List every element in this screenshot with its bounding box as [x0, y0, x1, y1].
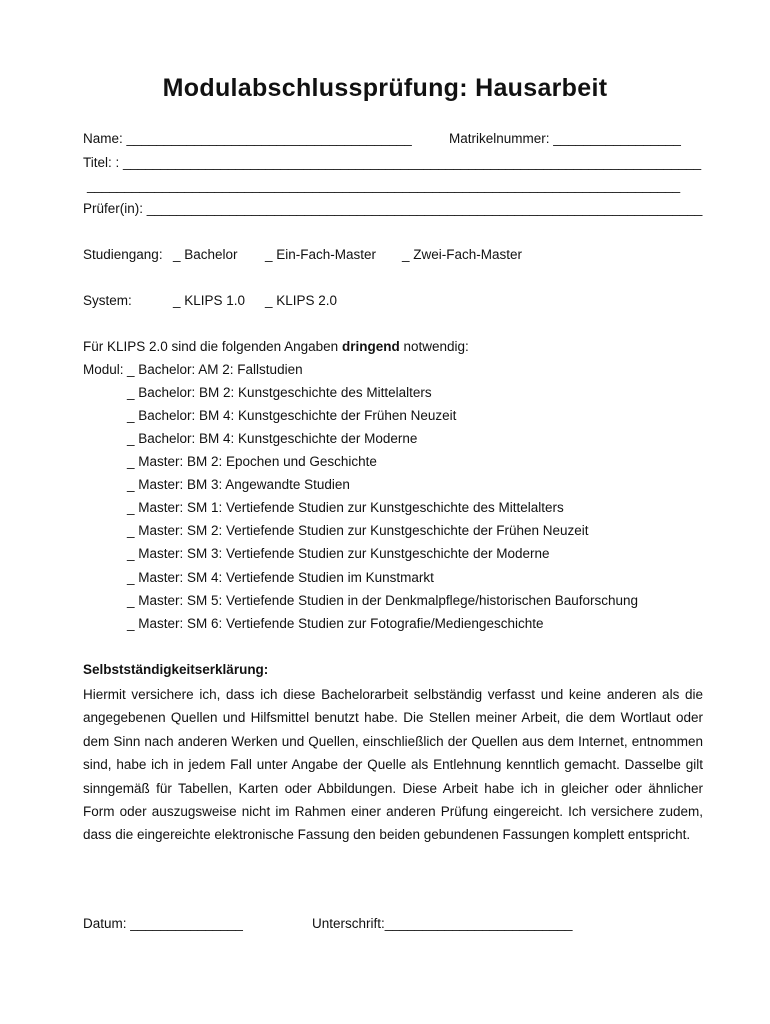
modul-option[interactable]: _ Master: SM 2: Vertiefende Studien zur Kunstgeschichte der Frühen Neuzeit — [127, 523, 589, 538]
modul-option[interactable]: _ Master: SM 5: Vertiefende Studien in der Denkmalpflege/historischen Bauforschung — [127, 593, 639, 608]
studiengang-option-bachelor[interactable]: _ Bachelor — [173, 247, 238, 262]
erklaerung-heading: Selbstständigkeitserklärung: — [83, 662, 269, 677]
modul-option[interactable]: _ Master: SM 6: Vertiefende Studien zur Fotografie/Mediengeschichte — [127, 616, 544, 631]
klips-note-after: notwendig: — [399, 339, 469, 354]
klips-note — [83, 338, 469, 355]
unterschrift-field[interactable]: Unterschrift:_________________________ — [312, 916, 573, 931]
datum-field[interactable]: Datum: _______________ — [83, 916, 243, 931]
studiengang-option-zwei-fach-master[interactable]: _ Zwei-Fach-Master — [402, 247, 523, 262]
studiengang-option-ein-fach-master[interactable]: _ Ein-Fach-Master — [265, 247, 377, 262]
system-label: System: — [83, 293, 132, 308]
modul-label: Modul: — [83, 362, 124, 377]
system-option-klips-2[interactable]: _ KLIPS 2.0 — [265, 293, 338, 308]
name-field[interactable]: Name: ______________________________________ — [83, 131, 412, 146]
matrikel-field[interactable]: Matrikelnummer: _________________ — [449, 131, 681, 146]
studiengang-label: Studiengang: — [83, 247, 163, 262]
erklaerung-text — [83, 683, 703, 847]
modul-option[interactable]: _ Bachelor: BM 4: Kunstgeschichte der Moderne — [127, 431, 418, 446]
modul-option[interactable]: _ Master: SM 3: Vertiefende Studien zur Kunstgeschichte der Moderne — [127, 546, 550, 561]
klips-note-before: Für KLIPS 2.0 sind die folgenden Angaben — [83, 339, 342, 354]
system-option-klips-1[interactable]: _ KLIPS 1.0 — [173, 293, 246, 308]
modul-option[interactable]: _ Master: BM 2: Epochen und Geschichte — [127, 454, 377, 469]
titel-continuation-line[interactable]: _______________________________________________________________________________ — [87, 178, 681, 193]
klips-note-bold: dringend — [341, 339, 400, 354]
titel-field[interactable]: Titel: : _____________________________________________________________________________ — [83, 155, 702, 170]
modul-option[interactable]: _ Master: SM 1: Vertiefende Studien zur Kunstgeschichte des Mittelalters — [127, 500, 564, 515]
modul-option[interactable]: _ Bachelor: AM 2: Fallstudien — [127, 362, 303, 377]
document-title: Modulabschlussprüfung: Hausarbeit — [162, 74, 608, 102]
modul-option[interactable]: _ Bachelor: BM 4: Kunstgeschichte der Frühen Neuzeit — [127, 408, 457, 423]
modul-option[interactable]: _ Bachelor: BM 2: Kunstgeschichte des Mittelalters — [127, 385, 432, 400]
modul-option[interactable]: _ Master: SM 4: Vertiefende Studien im Kunstmarkt — [127, 570, 434, 585]
modul-option[interactable]: _ Master: BM 3: Angewandte Studien — [127, 477, 350, 492]
pruefer-field[interactable]: Prüfer(in): __________________________________________________________________________ — [83, 201, 703, 216]
erklaerung-paragraph: Hiermit versichere ich, dass ich diese Bachelorarbeit selbständig verfasst und keine anderen als die angegebenen Quellen und Hilfsmittel benutzt habe. Die Stellen meiner Arbeit, die dem Wortlaut oder dem Sinn nach anderen Werken und Quellen, einschließlich der Quellen aus dem Internet, entnommen sind, habe ich in jedem Fall unter Angabe der Quelle als Entlehnung kenntlich gemacht. Dasselbe gilt sinngemäß für Tabellen, Karten oder Abbildungen. Diese Arbeit habe ich in gleicher oder ähnlicher Form oder auszugsweise nicht im Rahmen einer anderen Prüfung eingereicht. Ich versichere zudem, dass die eingereichte elektronische Fassung den beiden gebundenen Fassungen komplett entspricht. — [83, 687, 703, 843]
